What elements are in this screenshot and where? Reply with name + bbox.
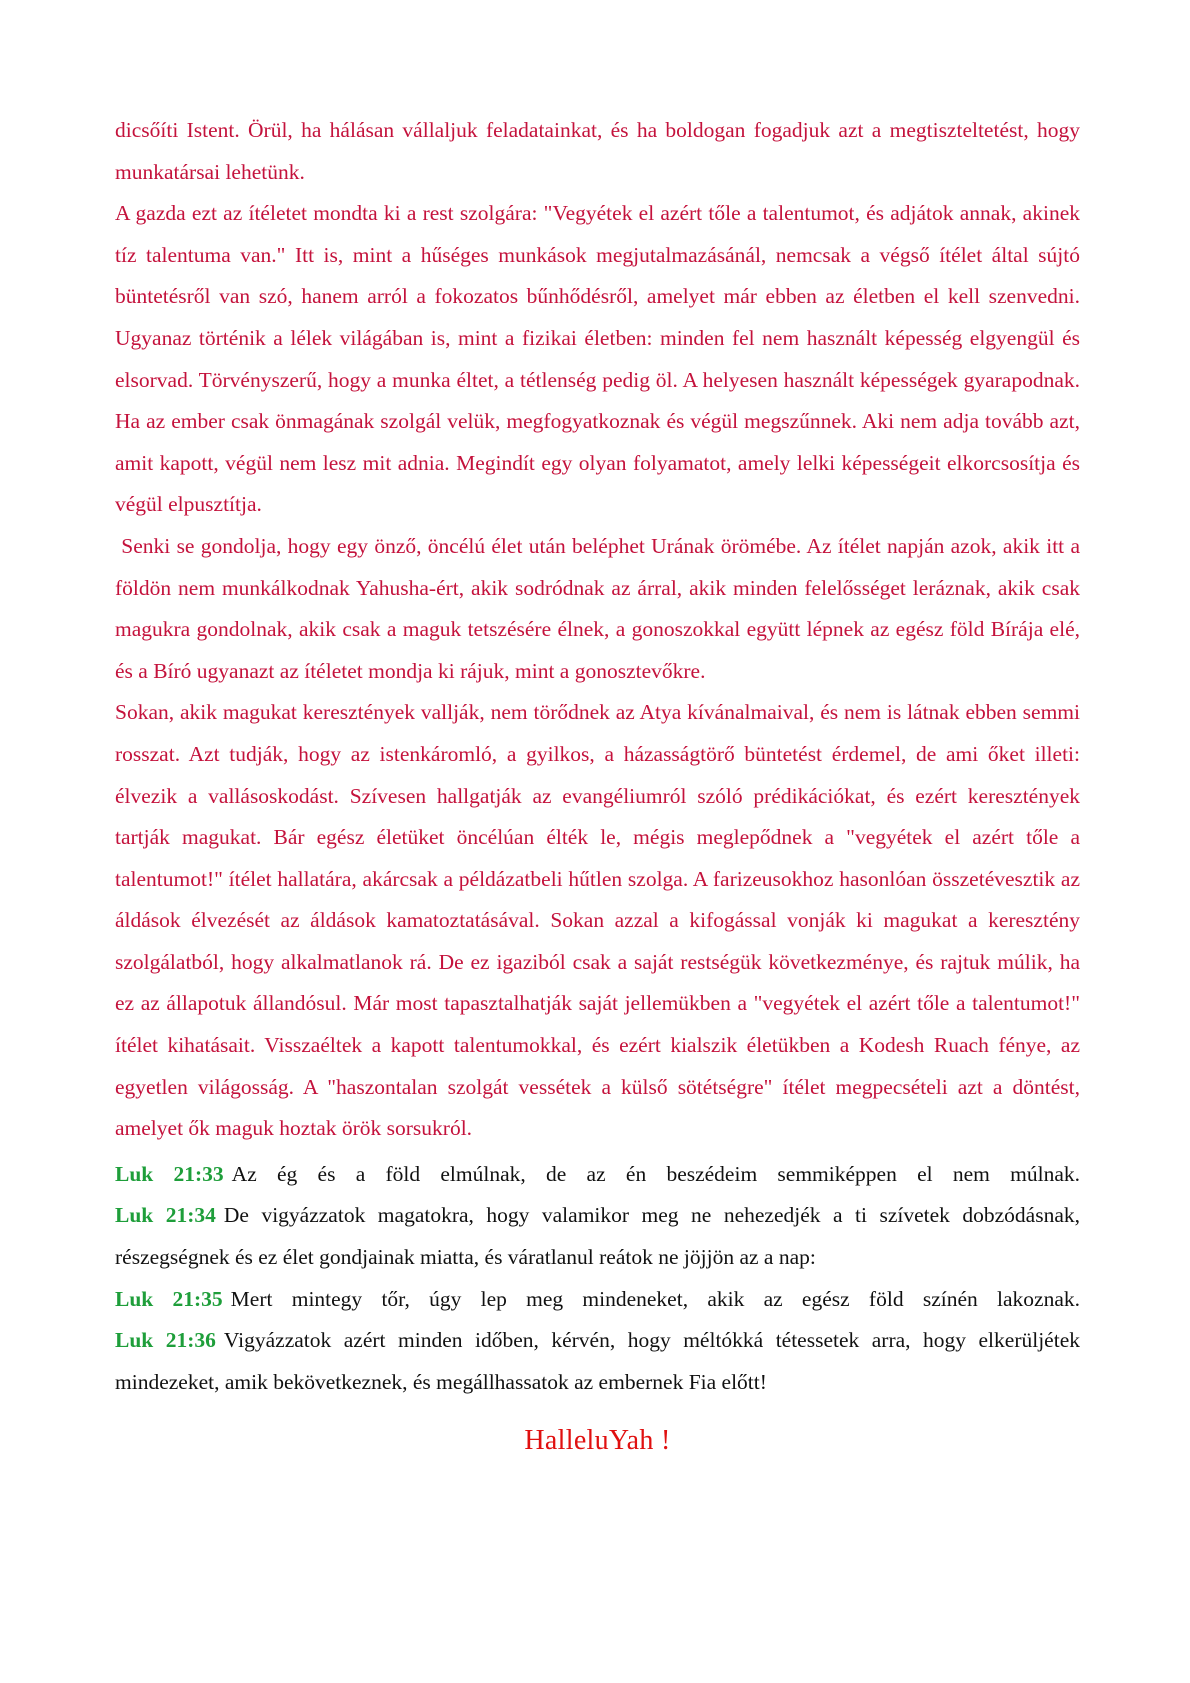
verse-luk-21-34	[115, 1195, 1080, 1278]
verse-reference: Luk 21:34	[115, 1203, 216, 1228]
verse-reference: Luk 21:36	[115, 1328, 216, 1353]
paragraph-1: dicsőíti Istent. Örül, ha hálásan vállaljuk feladatainkat, és ha boldogan fogadjuk azt a megtiszteltetést, hogy munkatársai lehetünk.	[115, 118, 1080, 184]
paragraph-4: Sokan, akik magukat keresztények vallják, nem törődnek az Atya kívánalmaival, és nem is látnak ebben semmi rosszat. Azt tudják, hogy az istenkáromló, a gyilkos, a házasságtörő büntetést érdemel, de ami őket illeti: élvezik a vallásoskodást. Szívesen hallgatják az evangéliumról szóló prédikációkat, és ezért keresztények tartják magukat. Bár egész életüket öncélúan élték le, mégis meglepődnek a "vegyétek el azért tőle a talentumot!" ítélet hallatára, akárcsak a példázatbeli hűtlen szolga. A farizeusokhoz hasonlóan összetévesztik az áldások élvezését az áldások kamatoztatásával. Sokan azzal a kifogással vonják ki magukat a keresztény szolgálatból, hogy alkalmatlanok rá. De ez igaziból csak a saját restségük következménye, és rajtuk múlik, ha ez az állapotuk állandósul. Már most tapasztalhatják saját jellemükben a "vegyétek el azért tőle a talentumot!" ítélet kihatásait. Visszaéltek a kapott talentumokkal, és ezért kialszik életükben a Kodesh Ruach fénye, az egyetlen világosság. A "haszontalan szolgát vessétek a külső sötétségre" ítélet megpecsételi azt a döntést, amelyet ők maguk hoztak örök sorsukról.	[115, 700, 1080, 1141]
verse-luk-21-35	[115, 1279, 1080, 1321]
closing-hallelujah: HalleluYah !	[524, 1425, 671, 1457]
verse-text: Mert mintegy tőr, úgy lep meg mindeneket, akik az egész föld színén lakoznak.	[230, 1286, 1080, 1311]
verse-text: Az ég és a föld elmúlnak, de az én beszédeim semmiképpen el nem múlnak.	[231, 1161, 1080, 1186]
verse-text: De vigyázzatok magatokra, hogy valamikor meg ne nehezedjék a ti szívetek dobzódásnak, részegségnek és ez élet gondjainak miatta, és váratlanul reátok ne jöjjön az a nap:	[115, 1203, 1080, 1270]
scripture-verses	[115, 1154, 1080, 1404]
verse-luk-21-36	[115, 1320, 1080, 1403]
page-content	[115, 110, 1086, 1457]
verse-text: Vigyázzatok azért minden időben, kérvén, hogy méltókká tétessetek arra, hogy elkerüljétek mindezeket, amik bekövetkeznek, és megállhassatok az embernek Fia előtt!	[115, 1328, 1080, 1394]
verse-luk-21-33	[115, 1154, 1080, 1196]
paragraph-2: A gazda ezt az ítéletet mondta ki a rest szolgára: "Vegyétek el azért tőle a talentumot, és adjátok annak, akinek tíz talentuma van." Itt is, mint a hűséges munkások megjutalmazásánál, nemcsak a végső ítélet által sújtó büntetésről van szó, hanem arról a fokozatos bűnhődésről, amelyet már ebben az életben el kell szenvedni. Ugyanaz történik a lélek világában is, mint a fizikai életben: minden fel nem használt képesség elgyengül és elsorvad. Törvényszerű, hogy a munka éltet, a tétlenség pedig öl. A helyesen használt képességek gyarapodnak. Ha az ember csak önmagának szolgál velük, megfogyatkoznak és végül megszűnnek. Aki nem adja tovább azt, amit kapott, végül nem lesz mit adnia. Megindít egy olyan folyamatot, amely lelki képességeit elkorcsosítja és végül elpusztítja.	[115, 201, 1080, 517]
paragraph-3: Senki se gondolja, hogy egy önző, öncélú élet után beléphet Urának örömébe. Az ítélet napján azok, akik itt a földön nem munkálkodnak Yahusha-ért, akik sodródnak az árral, akik minden felelősséget leráznak, akik csak magukra gondolnak, akik csak a maguk tetszésére élnek, a gonoszokkal együtt lépnek az egész föld Bírája elé, és a Bíró ugyanazt az ítéletet mondja ki rájuk, mint a gonosztevőkre.	[115, 533, 1086, 683]
verse-reference: Luk 21:33	[115, 1161, 224, 1186]
verse-reference: Luk 21:35	[115, 1286, 223, 1311]
